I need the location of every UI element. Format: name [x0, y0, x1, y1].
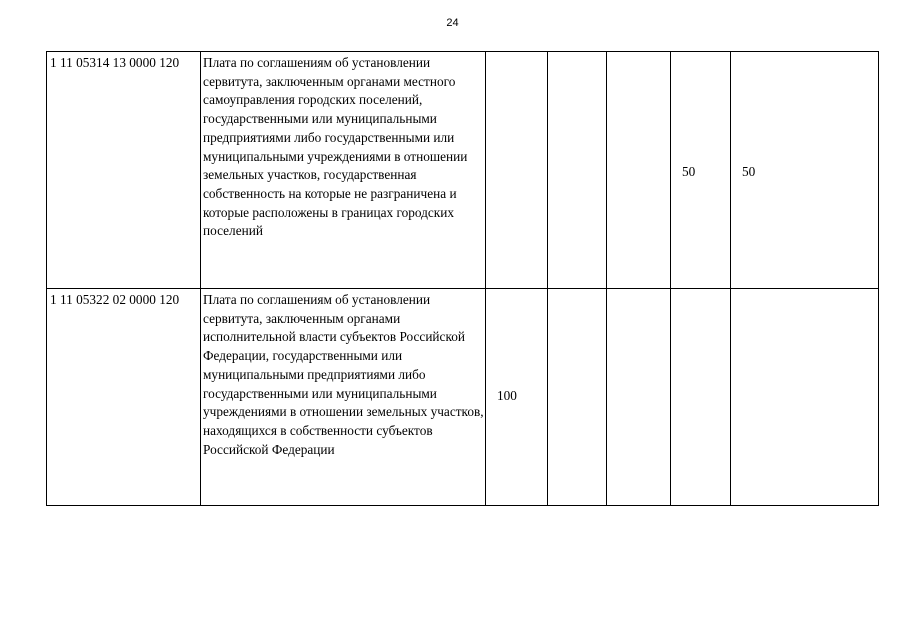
description-cell: Плата по соглашениям об установлении сервитута, заключенным органами местного самоуправления городских поселений, государственными или муниципальными предприятиями либо государственными или муниципальными учреждениями в отношении земельных участков, государственная собственность на которые не разграничена и которые расположены в границах городских поселений — [201, 52, 486, 289]
value-cell: 50 — [671, 52, 731, 289]
table-row — [47, 52, 879, 289]
value-cell: 50 — [731, 52, 879, 289]
budget-code-cell: 1 11 05322 02 0000 120 — [47, 289, 201, 506]
value-cell — [548, 52, 607, 289]
value-cell — [731, 289, 879, 506]
revenue-table — [46, 51, 879, 506]
description-cell: Плата по соглашениям об установлении сервитута, заключенным органами исполнительной власти субъектов Российской Федерации, государственными или муниципальными предприятиями либо государственными или муниципальными учреждениями в отношении земельных участков, находящихся в собственности субъектов Российской Федерации — [201, 289, 486, 506]
value-cell: 100 — [486, 289, 548, 506]
budget-code-cell: 1 11 05314 13 0000 120 — [47, 52, 201, 289]
page-number: 24 — [446, 17, 459, 29]
value-cell — [607, 289, 671, 506]
value-cell — [486, 52, 548, 289]
table-row — [47, 289, 879, 506]
value-cell — [548, 289, 607, 506]
value-cell — [671, 289, 731, 506]
value-cell — [607, 52, 671, 289]
